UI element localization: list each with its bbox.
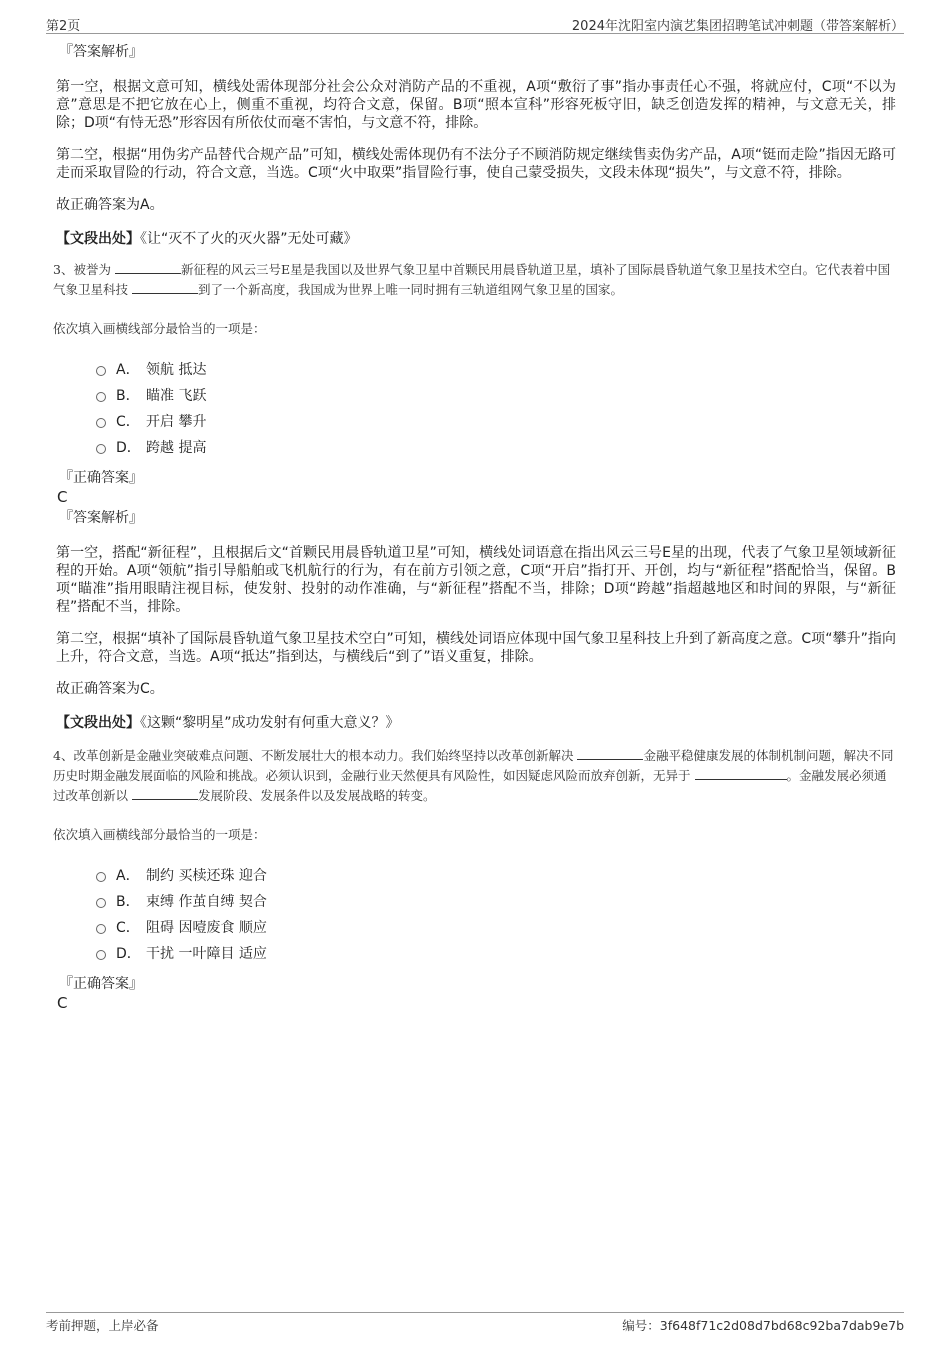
- source-line: [56, 230, 896, 248]
- correct-answer: C: [57, 488, 68, 506]
- correct-answer: C: [57, 994, 68, 1012]
- document-title: 2024年沈阳室内演艺集团招聘笔试冲刺题（带答案解析）: [571, 19, 904, 34]
- radio-icon[interactable]: [96, 924, 106, 934]
- option-c[interactable]: C． 开启 攀升: [96, 408, 896, 434]
- radio-icon[interactable]: [96, 872, 106, 882]
- question-instruction: 依次填入画横线部分最恰当的一项是：: [53, 827, 266, 842]
- answer-blank: [132, 280, 198, 294]
- option-a[interactable]: A． 领航 抵达: [96, 356, 896, 382]
- option-b[interactable]: B． 束缚 作茧自缚 契合: [96, 888, 896, 914]
- question-3: 3、被誉为 新征程的风云三号E星是我国以及世界气象卫星中首颗民用晨昏轨道卫星，填补了国际晨昏轨道气象卫星技术空白。它代表着中国气象卫星科技 到了一个新高度，我国成为世界上唯一同时拥有三轨道组网气象卫星的国家。: [53, 262, 891, 297]
- answer-blank: [577, 746, 643, 760]
- conclusion: 故正确答案为A。: [56, 197, 164, 213]
- source-text: 《让“灭不了火的灭火器”无处可藏》: [140, 231, 358, 247]
- answer-blank: [132, 786, 198, 800]
- document-code: 编号：3f648f71c2d08d7bd68c92ba7dab9e7b: [622, 1318, 904, 1333]
- option-d[interactable]: D． 干扰 一叶障目 适应: [96, 940, 896, 966]
- page-header: [46, 12, 904, 34]
- question-4: 4、改革创新是金融业突破难点问题、不断发展壮大的根本动力。我们始终坚持以改革创新解决 金融平稳健康发展的体制机制问题，解决不同历史时期金融发展面临的风险和挑战。必须认识到，金融行业天然便具有风险性，如因疑虑风险而放弃创新，无异于 。金融发展必须通过改革创新以 发展阶段、发展条件以及发展战略的转变。: [53, 748, 894, 803]
- option-b[interactable]: B． 瞄准 飞跃: [96, 382, 896, 408]
- source-text: 《这颗“黎明星”成功发射有何重大意义？》: [140, 715, 400, 731]
- answer-blank: [695, 766, 787, 780]
- radio-icon[interactable]: [96, 366, 106, 376]
- page-footer: [46, 1312, 904, 1332]
- correct-answer-label: 『正确答案』: [59, 976, 143, 992]
- analysis-label: 『答案解析』: [59, 44, 143, 60]
- question-number: 4、: [53, 748, 74, 763]
- radio-icon[interactable]: [96, 392, 106, 402]
- question-number: 3、: [53, 262, 74, 277]
- radio-icon[interactable]: [96, 898, 106, 908]
- footer-slogan: 考前押题，上岸必备: [46, 1318, 159, 1333]
- radio-icon[interactable]: [96, 444, 106, 454]
- source-label: 【文段出处】: [56, 231, 140, 247]
- option-c[interactable]: C． 阻碍 因噎废食 顺应: [96, 914, 896, 940]
- question-instruction: 依次填入画横线部分最恰当的一项是：: [53, 321, 266, 336]
- main-content: [53, 42, 896, 1012]
- options-list: [96, 356, 896, 460]
- analysis-paragraph: 第一空，根据文意可知，横线处需体现部分社会公众对消防产品的不重视，A项“敷衍了事”指办事责任心不强，将就应付，C项“不以为意”意思是不把它放在心上，侧重不重视，均符合文意，保留。B项“照本宣科”形容死板守旧，缺乏创造发挥的精神，与文意无关，排除；D项“有恃无恐”形容因有所依仗而毫不害怕，与文意不符，排除。: [56, 79, 896, 131]
- options-list: [96, 862, 896, 966]
- analysis-paragraph: 第二空，根据“用伪劣产品替代合规产品”可知，横线处需体现仍有不法分子不顾消防规定继续售卖伪劣产品，A项“铤而走险”指因无路可走而采取冒险的行动，符合文意，当选。C项“火中取栗”指冒险行事，使自己蒙受损失，文段未体现“损失”，与文意不符，排除。: [56, 147, 896, 181]
- radio-icon[interactable]: [96, 418, 106, 428]
- page-number: 第2页: [46, 19, 81, 34]
- answer-blank: [115, 260, 181, 274]
- correct-answer-label: 『正确答案』: [59, 470, 143, 486]
- radio-icon[interactable]: [96, 950, 106, 960]
- conclusion: 故正确答案为C。: [56, 681, 164, 697]
- analysis-paragraph: 第一空，搭配“新征程”，且根据后文“首颗民用晨昏轨道卫星”可知，横线处词语意在指出风云三号E星的出现，代表了气象卫星领域新征程的开始。A项“领航”指引导船舶或飞机航行的行为，有在前方引领之意，C项“开启”指打开、开创，均与“新征程”搭配恰当，保留。B项“瞄准”指用眼睛注视目标，使发射、投射的动作准确，与“新征程”搭配不当，排除；D项“跨越”指超越地区和时间的界限，与“新征程”搭配不当，排除。: [56, 545, 896, 615]
- option-d[interactable]: D． 跨越 提高: [96, 434, 896, 460]
- source-label: 【文段出处】: [56, 715, 140, 731]
- source-line: [56, 714, 896, 732]
- analysis-paragraph: 第二空，根据“填补了国际晨昏轨道气象卫星技术空白”可知，横线处词语应体现中国气象卫星科技上升到了新高度之意。C项“攀升”指向上升，符合文意，当选。A项“抵达”指到达，与横线后“到了”语义重复，排除。: [56, 631, 896, 665]
- option-a[interactable]: A． 制约 买椟还珠 迎合: [96, 862, 896, 888]
- analysis-label: 『答案解析』: [59, 510, 143, 526]
